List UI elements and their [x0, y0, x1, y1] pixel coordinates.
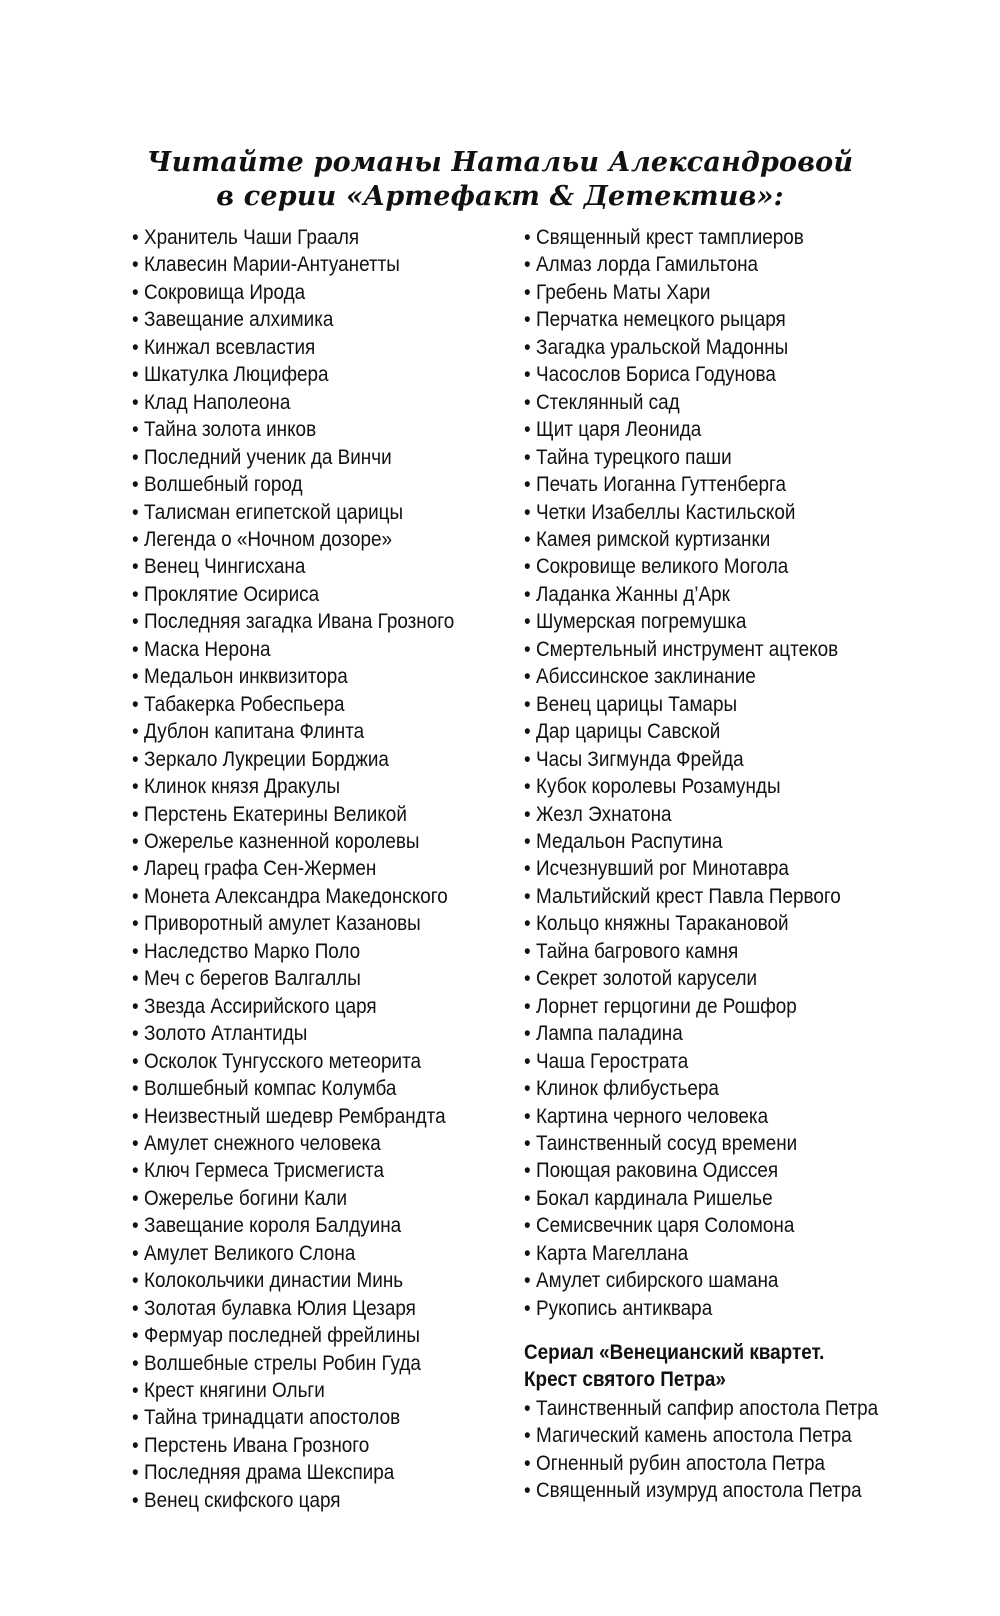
- page-heading: [0, 146, 1000, 214]
- book-title: • Священный крест тамплиеров: [524, 224, 841, 251]
- book-title: • Сокровище великого Могола: [524, 553, 841, 580]
- heading-line-1: Читайте романы Натальи Александровой: [146, 147, 854, 178]
- book-title: • Последняя загадка Ивана Грозного: [132, 608, 454, 635]
- book-title: • Волшебный компас Колумба: [132, 1075, 454, 1102]
- book-title: • Щит царя Леонида: [524, 416, 841, 443]
- book-title: • Мальтийский крест Павла Первого: [524, 883, 841, 910]
- book-title: • Карта Магеллана: [524, 1240, 841, 1267]
- book-title: • Ожерелье казненной королевы: [132, 828, 454, 855]
- book-title: • Тайна тринадцати апостолов: [132, 1404, 454, 1431]
- book-title: • Смертельный инструмент ацтеков: [524, 636, 841, 663]
- book-title: • Магический камень апостола Петра: [524, 1422, 878, 1449]
- book-title: • Чаша Герострата: [524, 1048, 841, 1075]
- book-title: • Табакерка Робеспьера: [132, 691, 454, 718]
- book-title: • Неизвестный шедевр Рембрандта: [132, 1103, 454, 1130]
- book-title: • Завещание алхимика: [132, 306, 454, 333]
- book-title: • Колокольчики династии Минь: [132, 1267, 454, 1294]
- book-title: • Перчатка немецкого рыцаря: [524, 306, 841, 333]
- book-title: • Священный изумруд апостола Петра: [524, 1477, 878, 1504]
- book-title: • Ладанка Жанны д’Арк: [524, 581, 841, 608]
- book-title: • Таинственный сапфир апостола Петра: [524, 1395, 878, 1422]
- book-title: • Лорнет герцогини де Рошфор: [524, 993, 841, 1020]
- serial-title-line-2: Крест святого Петра»: [524, 1368, 726, 1392]
- book-title: • Рукопись антиквара: [524, 1295, 841, 1322]
- book-title: • Печать Иоганна Гуттенберга: [524, 471, 841, 498]
- book-title: • Шумерская погремушка: [524, 608, 841, 635]
- book-title: • Бокал кардинала Ришелье: [524, 1185, 841, 1212]
- book-title: • Венец скифского царя: [132, 1487, 454, 1514]
- book-title: • Хранитель Чаши Грааля: [132, 224, 454, 251]
- book-title: • Ожерелье богини Кали: [132, 1185, 454, 1212]
- book-title: • Огненный рубин апостола Петра: [524, 1450, 878, 1477]
- book-title: • Проклятие Осириса: [132, 581, 454, 608]
- left-book-list: [132, 224, 454, 1514]
- book-title: • Исчезнувший рог Минотавра: [524, 855, 841, 882]
- book-title: • Дар царицы Савской: [524, 718, 841, 745]
- book-title: • Алмаз лорда Гамильтона: [524, 251, 841, 278]
- book-title: • Клинок князя Дракулы: [132, 773, 454, 800]
- book-title: • Четки Изабеллы Кастильской: [524, 499, 841, 526]
- book-title: • Стеклянный сад: [524, 389, 841, 416]
- book-title: • Тайна золота инков: [132, 416, 454, 443]
- book-title: • Талисман египетской царицы: [132, 499, 454, 526]
- book-title: • Крест княгини Ольги: [132, 1377, 454, 1404]
- heading-line-2: в серии «Артефакт & Детектив»:: [216, 181, 784, 212]
- book-title: • Ларец графа Сен-Жермен: [132, 855, 454, 882]
- book-title: • Завещание короля Балдуина: [132, 1212, 454, 1239]
- book-title: • Таинственный сосуд времени: [524, 1130, 841, 1157]
- book-title: • Маска Нерона: [132, 636, 454, 663]
- book-title: • Последний ученик да Винчи: [132, 444, 454, 471]
- book-title: • Перстень Екатерины Великой: [132, 801, 454, 828]
- book-title: • Монета Александра Македонского: [132, 883, 454, 910]
- book-title: • Кубок королевы Розамунды: [524, 773, 841, 800]
- book-title: • Тайна турецкого паши: [524, 444, 841, 471]
- serial-title: [524, 1339, 824, 1394]
- serial-title-line-1: Сериал «Венецианский квартет.: [524, 1341, 825, 1364]
- book-title: • Загадка уральской Мадонны: [524, 334, 841, 361]
- book-title: • Медальон инквизитора: [132, 663, 454, 690]
- book-title: • Волшебный город: [132, 471, 454, 498]
- book-title: • Звезда Ассирийского царя: [132, 993, 454, 1020]
- book-title: • Лампа паладина: [524, 1020, 841, 1047]
- book-title: • Осколок Тунгусского метеорита: [132, 1048, 454, 1075]
- book-title: • Легенда о «Ночном дозоре»: [132, 526, 454, 553]
- right-book-list: [524, 224, 841, 1322]
- book-title: • Амулет сибирского шамана: [524, 1267, 841, 1294]
- book-title: • Абиссинское заклинание: [524, 663, 841, 690]
- book-title: • Золотая булавка Юлия Цезаря: [132, 1295, 454, 1322]
- book-title: • Медальон Распутина: [524, 828, 841, 855]
- book-title: • Волшебные стрелы Робин Гуда: [132, 1350, 454, 1377]
- book-title: • Наследство Марко Поло: [132, 938, 454, 965]
- book-title: • Зеркало Лукреции Борджиа: [132, 746, 454, 773]
- book-title: • Кинжал всевластия: [132, 334, 454, 361]
- book-title: • Клинок флибустьера: [524, 1075, 841, 1102]
- book-title: • Венец царицы Тамары: [524, 691, 841, 718]
- book-title: • Ключ Гермеса Трисмегиста: [132, 1157, 454, 1184]
- book-title: • Картина черного человека: [524, 1103, 841, 1130]
- book-title: • Семисвечник царя Соломона: [524, 1212, 841, 1239]
- book-title: • Кольцо княжны Таракановой: [524, 910, 841, 937]
- book-title: • Камея римской куртизанки: [524, 526, 841, 553]
- book-title: • Золото Атлантиды: [132, 1020, 454, 1047]
- book-title: • Амулет снежного человека: [132, 1130, 454, 1157]
- book-title: • Клавесин Марии-Антуанетты: [132, 251, 454, 278]
- book-title: • Фермуар последней фрейлины: [132, 1322, 454, 1349]
- book-title: • Шкатулка Люцифера: [132, 361, 454, 388]
- book-title: • Последняя драма Шекспира: [132, 1459, 454, 1486]
- serial-book-list: [524, 1395, 878, 1505]
- book-title: • Меч с берегов Валгаллы: [132, 965, 454, 992]
- book-title: • Часослов Бориса Годунова: [524, 361, 841, 388]
- book-title: • Жезл Эхнатона: [524, 801, 841, 828]
- book-title: • Дублон капитана Флинта: [132, 718, 454, 745]
- book-title: • Венец Чингисхана: [132, 553, 454, 580]
- book-title: • Гребень Маты Хари: [524, 279, 841, 306]
- book-title: • Клад Наполеона: [132, 389, 454, 416]
- book-title: • Тайна багрового камня: [524, 938, 841, 965]
- book-title: • Часы Зигмунда Фрейда: [524, 746, 841, 773]
- book-title: • Перстень Ивана Грозного: [132, 1432, 454, 1459]
- book-title: • Приворотный амулет Казановы: [132, 910, 454, 937]
- book-title: • Секрет золотой карусели: [524, 965, 841, 992]
- book-title: • Амулет Великого Слона: [132, 1240, 454, 1267]
- book-title: • Поющая раковина Одиссея: [524, 1157, 841, 1184]
- book-title: • Сокровища Ирода: [132, 279, 454, 306]
